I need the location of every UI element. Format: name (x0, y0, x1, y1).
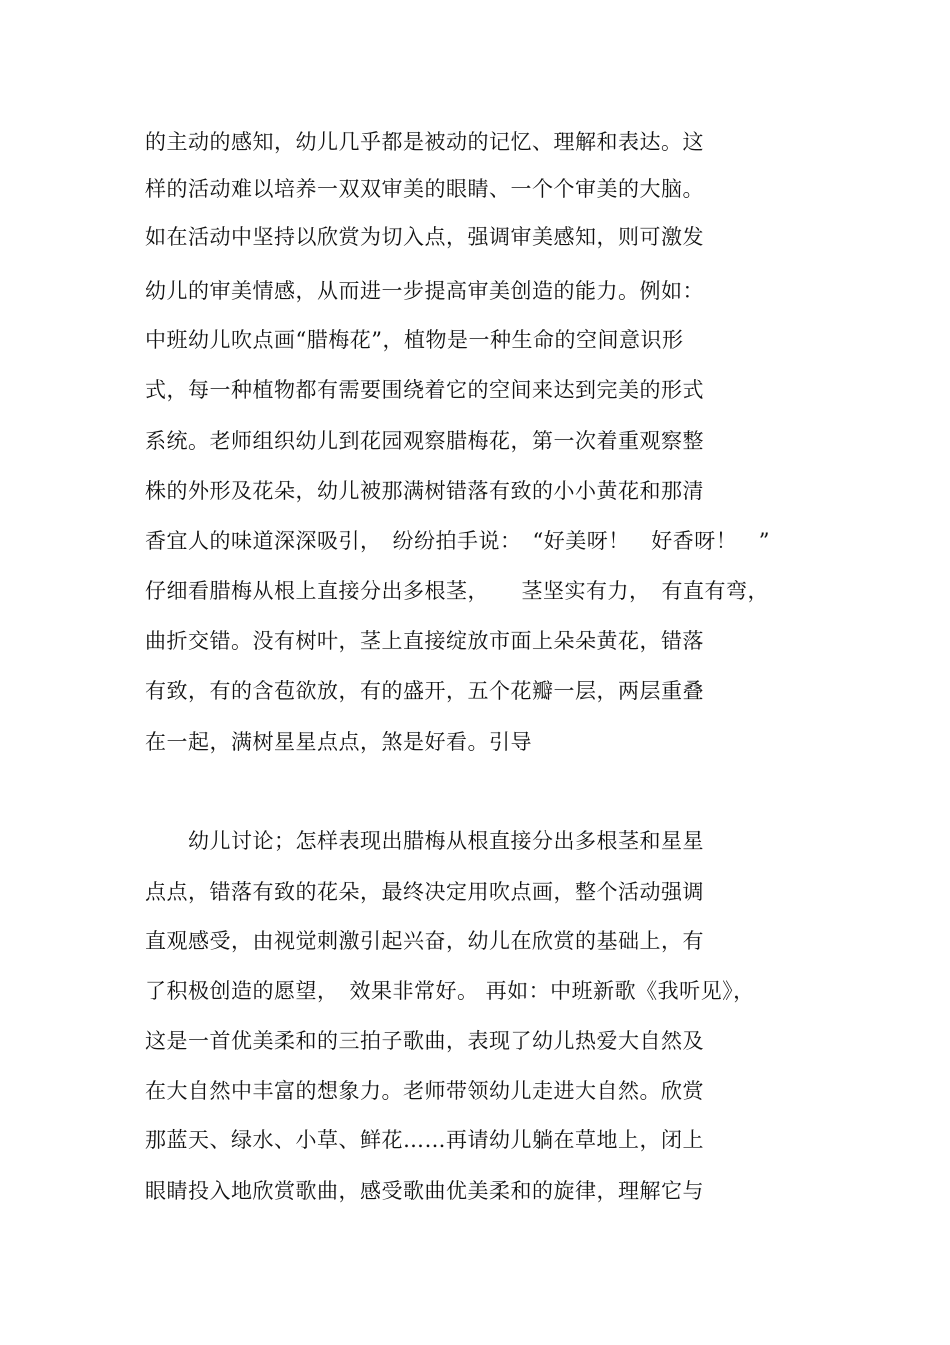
text-line: 在大自然中丰富的想象力。老师带领幼儿走进大自然。欣赏 (145, 1079, 704, 1103)
text-line: 仔细看腊梅从根上直接分出多根茎， 茎坚实有力， 有直有弯， (145, 579, 769, 603)
text-line: 直观感受，由视觉刺激引起兴奋，幼儿在欣赏的基础上，有 (145, 929, 704, 953)
text-line: 株的外形及花朵，幼儿被那满树错落有致的小小黄花和那清 (145, 479, 704, 503)
text-line: 中班幼儿吹点画“腊梅花”，植物是一种生命的空间意识形 (145, 328, 684, 352)
text-line: 式，每一种植物都有需要围绕着它的空间来达到完美的形式 (145, 378, 704, 402)
text-line: 曲折交错。没有树叶，茎上直接绽放市面上朵朵黄花，错落 (145, 629, 704, 653)
text-line: 眼睛投入地欣赏歌曲，感受歌曲优美柔和的旋律，理解它与 (145, 1179, 704, 1203)
text-line: 如在活动中坚持以欣赏为切入点，强调审美感知，则可激发 (145, 225, 704, 249)
text-line: 系统。老师组织幼儿到花园观察腊梅花，第一次着重观察整 (145, 429, 704, 453)
text-line: 这是一首优美柔和的三拍子歌曲，表现了幼儿热爱大自然及 (145, 1029, 704, 1053)
text-line: 了积极创造的愿望， 效果非常好。 再如：中班新歌《我听见》， (145, 979, 755, 1003)
text-line: 在一起，满树星星点点，煞是好看。引导 (145, 730, 532, 754)
text-line: 有致，有的含苞欲放，有的盛开，五个花瓣一层，两层重叠 (145, 679, 704, 703)
text-line: 幼儿的审美情感，从而进一步提高审美创造的能力。例如： (145, 279, 704, 303)
text-line: 香宜人的味道深深吸引， 纷纷拍手说： “好美呀！ 好香呀！ ” (145, 529, 770, 553)
text-line: 样的活动难以培养一双双审美的眼睛、一个个审美的大脑。 (145, 177, 704, 201)
text-line: 点点，错落有致的花朵，最终决定用吹点画，整个活动强调 (145, 880, 704, 904)
text-line: 幼儿讨论；怎样表现出腊梅从根直接分出多根茎和星星 (145, 829, 704, 853)
text-line: 那蓝天、绿水、小草、鲜花……再请幼儿躺在草地上，闭上 (145, 1128, 704, 1152)
text-line: 的主动的感知，幼儿几乎都是被动的记忆、理解和表达。这 (145, 130, 704, 154)
